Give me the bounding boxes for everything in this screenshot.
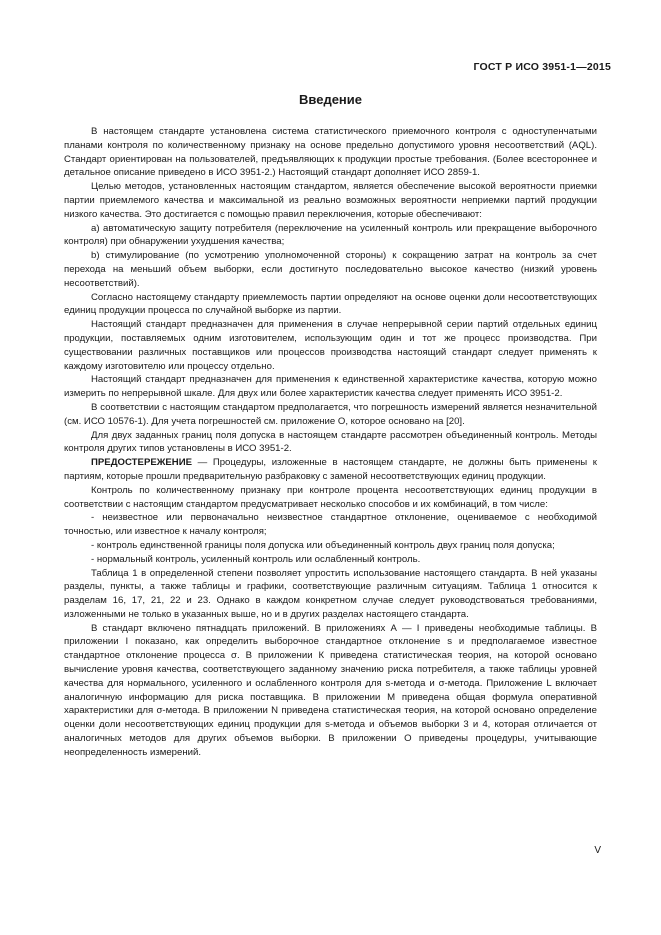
list-item: a) автоматическую защиту потребителя (переключение на усиленный контроль или прекращение выборочного контроля) при обнаружении ухудшения качества; [64,222,597,248]
list-item: - неизвестное или первоначально неизвестное стандартное отклонение, оцениваемое с необходимой точностью, или известное к началу контроля; [64,512,597,538]
paragraph: В стандарт включено пятнадцать приложений. В приложениях А — I приведены необходимые таблицы. В приложении I показано, как определить выборочное стандартное отклонение s и предполагаемое известное стандартное отклонение процесса σ. В приложении К приведена статистическая теория, на которой основано вычисление уровня качества, соответствующего заданному значению риска потребителя, а также таблицы уровней качества для нормального, усиленного и ослабленного контроля для s-метода и σ-метода. Приложение L включает аналогичную информацию для риска поставщика. В приложении М приведена общая формула оперативной характеристики для σ-метода. В приложении N приведена статистическая теория, на которой основано определение оценки доли несоответствующих единиц продукции для s-метода и объемов выборки 3 и 4, которая отличается от аналогичных методов для других объемов выборки. В приложении О приведены процедуры, учитывающие неопределенность измерений. [64,622,597,758]
paragraph: Целью методов, установленных настоящим стандартом, является обеспечение высокой вероятности приемки партии приемлемого качества и максимальной из реально возможных вероятности неприемки партий продукции низкого качества. Это достигается с помощью правил переключения, которые обеспечивают: [64,181,597,220]
list-item: - нормальный контроль, усиленный контроль или ослабленный контроль. [91,553,421,565]
page-number: V [594,845,601,856]
paragraph: Настоящий стандарт предназначен для применения к единственной характеристике качества, которую можно измерить по непрерывной шкале. Для двух или более характеристик качества следует применять ИСО 3951-2. [64,374,597,400]
warning-paragraph [64,456,597,484]
paragraph: Согласно настоящему стандарту приемлемость партии определяют на основе оценки доли несоответствующих единиц продукции процесса по случайной выборке из партии. [64,291,597,317]
list-item: b) стимулирование (по усмотрению уполномоченной стороны) к сокращению затрат на контроль за счет перехода на меньший объем выборки, если достигнуто последовательно высокое качество (низкий уровень несоответствий). [64,250,597,289]
page-title: Введение [299,92,362,107]
paragraph: Для двух заданных границ поля допуска в настоящем стандарте рассмотрен объединенный контроль. Методы контроля других типов установлены в ИСО 3951-2. [64,429,597,455]
paragraph: Контроль по количественному признаку при контроле процента несоответствующих единиц продукции в соответствии с настоящим стандартом предусматривает несколько способов и их комбинаций, в том числе: [64,484,597,510]
paragraph: В соответствии с настоящим стандартом предполагается, что погрешность измерений является незначительной (см. ИСО 10576-1). Для учета погрешностей см. приложение О, которое основано на [20]. [64,401,597,427]
list-item: - контроль единственной границы поля допуска или объединенный контроль двух границ поля допуска; [91,539,555,551]
warning-text: — Процедуры, изложенные в настоящем стандарте, не должны быть применены к партиям, которые прошли предварительную разбраковку с заменой несоответствующих единиц продукции. [64,457,597,482]
standard-code: ГОСТ Р ИСО 3951-1—2015 [473,61,611,73]
paragraph: Таблица 1 в определенной степени позволяет упростить использование настоящего стандарта. В ней указаны разделы, пункты, а также таблицы и графики, соответствующие различным ситуациям. Таблица 1 относится к разделам 16, 17, 21, 22 и 23. Однако в каждом конкретном случае следует руководствоваться требованиями, изложенными не только в указанных выше, но и в других разделах настоящего стандарта. [64,567,597,620]
paragraph: Настоящий стандарт предназначен для применения в случае непрерывной серии партий отдельных единиц продукции, поставляемых одним изготовителем, использующим один и тот же процесс производства. При существовании различных поставщиков или процессов производства настоящий стандарт следует применять к каждому изготовителю или процессу отдельно. [64,319,597,372]
paragraph: В настоящем стандарте установлена система статистического приемочного контроля с одноступенчатыми планами контроля по количественному признаку на основе предельно допустимого уровня несоответствий (AQL). Стандарт ориентирован на пользователей, предъявляющих к продукции простые требования. (Более всестороннее и детальное описание приведено в ИСО 3951-2.) Настоящий стандарт дополняет ИСО 2859-1. [64,126,597,179]
document-body [64,125,597,760]
warning-label: ПРЕДОСТЕРЕЖЕНИЕ [91,457,193,469]
